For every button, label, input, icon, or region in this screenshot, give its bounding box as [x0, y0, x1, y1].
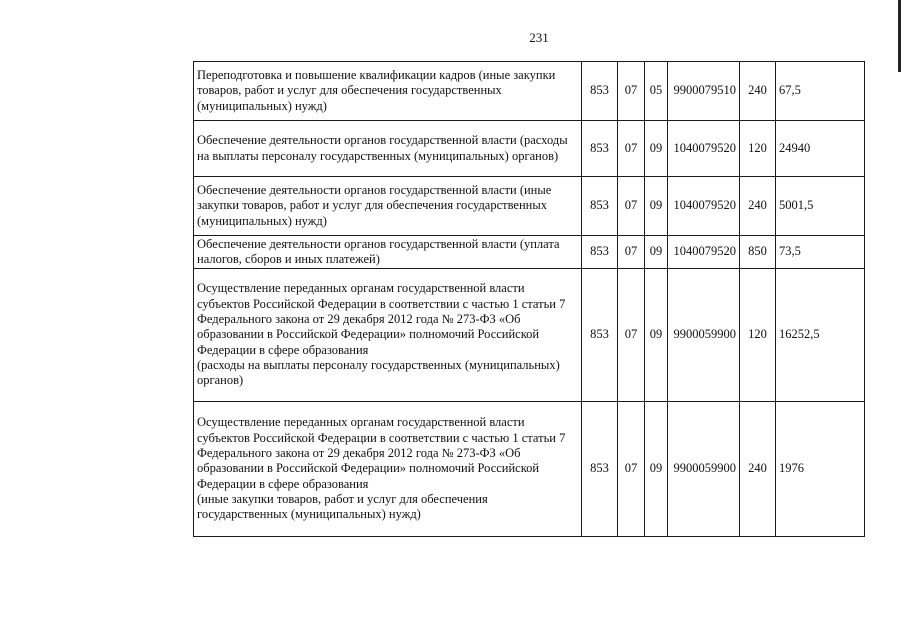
budget-table: [193, 61, 865, 537]
table-row: [194, 121, 865, 177]
subsection-code-cell: 05: [645, 62, 668, 121]
subsection-code-cell: 09: [645, 121, 668, 177]
section-code-cell: 07: [618, 402, 645, 537]
ministry-code-cell: 853: [582, 177, 618, 236]
table-row: [194, 177, 865, 236]
subsection-code-cell: 09: [645, 402, 668, 537]
section-code-cell: 07: [618, 236, 645, 269]
row-name-line: (расходы на выплаты персоналу государственных (муниципальных): [197, 357, 560, 372]
table-row: [194, 236, 865, 269]
target-code-cell: 9900079510: [668, 62, 740, 121]
row-name-line: товаров, работ и услуг для обеспечения государственных: [197, 83, 502, 98]
page-number: 231: [529, 30, 549, 45]
row-name-line: субъектов Российской Федерации в соответствии с частью 1 статьи 7: [197, 430, 566, 445]
row-name-line: Федерального закона от 29 декабря 2012 года № 273-ФЗ «Об: [197, 312, 521, 327]
row-name-line: Федерации в сфере образования: [197, 476, 369, 491]
target-code-cell: 9900059900: [668, 269, 740, 402]
subsection-code-cell: 09: [645, 177, 668, 236]
row-name-line: Обеспечение деятельности органов государственной власти (иные: [197, 183, 552, 198]
row-name-line: на выплаты персоналу государственных (муниципальных) органов): [197, 148, 559, 163]
subsection-code-cell: 09: [645, 269, 668, 402]
target-code-cell: 9900059900: [668, 402, 740, 537]
expense-type-cell: 240: [740, 402, 776, 537]
row-name-line: налогов, сборов и иных платежей): [197, 252, 380, 266]
amount-cell: 24940: [776, 121, 865, 177]
row-name-line: Переподготовка и повышение квалификации кадров (иные закупки: [197, 68, 556, 83]
row-name-line: органов): [197, 373, 244, 388]
subsection-code-cell: 09: [645, 236, 668, 269]
expense-type-cell: 240: [740, 177, 776, 236]
row-name-line: закупки товаров, работ и услуг для обеспечения государственных: [197, 198, 548, 213]
row-name-line: Осуществление переданных органам государственной власти: [197, 415, 525, 430]
row-name-line: (муниципальных) нужд): [197, 213, 327, 228]
amount-cell: 16252,5: [776, 269, 865, 402]
amount-cell: 73,5: [776, 236, 865, 269]
row-name-cell: [194, 177, 582, 236]
row-name-line: Федерации в сфере образования: [197, 342, 369, 357]
row-name-line: Обеспечение деятельности органов государственной власти (уплата: [197, 236, 560, 251]
amount-cell: 5001,5: [776, 177, 865, 236]
expense-type-cell: 120: [740, 121, 776, 177]
row-name-line: государственных (муниципальных) нужд): [197, 507, 421, 522]
target-code-cell: 1040079520: [668, 121, 740, 177]
target-code-cell: 1040079520: [668, 236, 740, 269]
row-name-line: (иные закупки товаров, работ и услуг для обеспечения: [197, 491, 488, 506]
expense-type-cell: 850: [740, 236, 776, 269]
row-name-line: (муниципальных) нужд): [197, 98, 327, 113]
table-row: [194, 269, 865, 402]
row-name-line: субъектов Российской Федерации в соответствии с частью 1 статьи 7: [197, 296, 566, 311]
row-name-cell: [194, 62, 582, 121]
row-name-line: Федерального закона от 29 декабря 2012 года № 273-ФЗ «Об: [197, 446, 521, 461]
row-name-line: образовании в Российской Федерации» полномочий Российской: [197, 461, 540, 476]
amount-cell: 1976: [776, 402, 865, 537]
amount-cell: 67,5: [776, 62, 865, 121]
row-name-cell: [194, 121, 582, 177]
ministry-code-cell: 853: [582, 121, 618, 177]
row-name-line: Обеспечение деятельности органов государственной власти (расходы: [197, 133, 568, 148]
section-code-cell: 07: [618, 121, 645, 177]
ministry-code-cell: 853: [582, 62, 618, 121]
section-code-cell: 07: [618, 62, 645, 121]
row-name-cell: [194, 236, 582, 269]
ministry-code-cell: 853: [582, 269, 618, 402]
page-edge-line: [898, 0, 901, 72]
row-name-cell: [194, 402, 582, 537]
target-code-cell: 1040079520: [668, 177, 740, 236]
row-name-line: Осуществление переданных органам государственной власти: [197, 281, 525, 296]
expense-type-cell: 240: [740, 62, 776, 121]
ministry-code-cell: 853: [582, 402, 618, 537]
row-name-line: образовании в Российской Федерации» полномочий Российской: [197, 327, 540, 342]
table-row: [194, 402, 865, 537]
section-code-cell: 07: [618, 269, 645, 402]
ministry-code-cell: 853: [582, 236, 618, 269]
table-row: [194, 62, 865, 121]
section-code-cell: 07: [618, 177, 645, 236]
expense-type-cell: 120: [740, 269, 776, 402]
row-name-cell: [194, 269, 582, 402]
